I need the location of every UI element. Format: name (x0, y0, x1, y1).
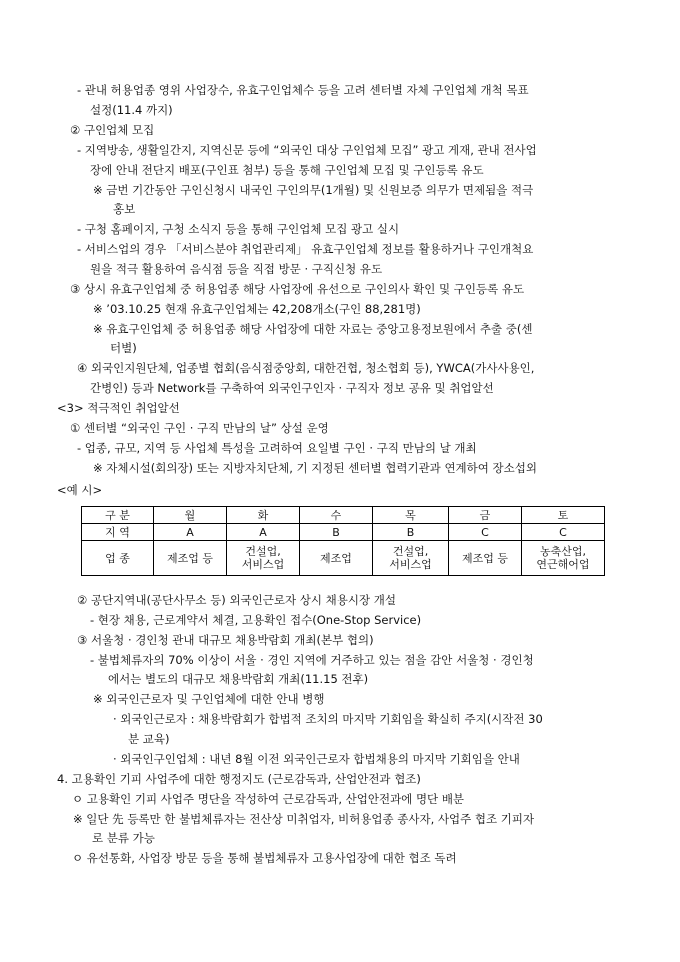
note-line: 홍보 (113, 202, 136, 216)
text-line: - 서비스업의 경우 「서비스분야 취업관리제」 유효구인업체 정보를 활용하거나 구인개척요 (77, 242, 534, 256)
note-line: ※ 자체시설(회의장) 또는 지방자치단체, 기 지정된 센터별 협력기관과 연계하여 장소섭외 (93, 461, 537, 475)
note-line: ※ 금번 기간동안 구인신청시 내국인 구인의무(1개월) 및 신원보증 의무가 면제됨을 적극 (93, 183, 534, 197)
table-cell: C (449, 524, 522, 541)
table-cell: 건설업, 서비스업 (227, 541, 300, 576)
text-line: 장에 안내 전단지 배포(구인표 첨부) 등을 통해 구인업체 모집 및 구인등록 유도 (90, 163, 484, 177)
table-cell: 농축산업, 연근해어업 (522, 541, 605, 576)
table-cell: 제조업 (300, 541, 373, 576)
table-cell: 업 종 (82, 541, 154, 576)
table-cell: 지 역 (82, 524, 154, 541)
table-header-cell: 화 (227, 507, 300, 524)
bullet-line: ㅇ 고용확인 기피 사업주 명단을 작성하여 근로감독과, 산업안전과에 명단 배분 (72, 792, 465, 806)
table-header-cell: 금 (449, 507, 522, 524)
note-line: 터별) (110, 341, 137, 355)
text-line: - 관내 허용업종 영위 사업장수, 유효구인업체수 등을 고려 센터별 자체 구인업체 개척 목표 (77, 83, 529, 97)
section-heading: ② 공단지역내(공단사무소 등) 외국인근로자 상시 채용시장 개설 (77, 593, 396, 607)
table-row (82, 541, 605, 576)
section-heading: ③ 서울청 · 경인청 관내 대규모 채용박람회 개최(본부 협의) (77, 633, 374, 647)
subsection-heading: <3> 적극적인 취업알선 (57, 401, 180, 415)
bullet-line: 분 교육) (128, 732, 170, 746)
table-cell: A (227, 524, 300, 541)
table-header-row (82, 507, 605, 524)
section-heading: ① 센터별 “외국인 구인 · 구직 만남의 날” 상설 운영 (70, 421, 329, 435)
table-cell: 제조업 등 (154, 541, 227, 576)
section-heading: ② 구인업체 모집 (70, 123, 155, 137)
section-heading: ③ 상시 유효구인업체 중 허용업종 해당 사업장에 유선으로 구인의사 확인 및 구인등록 유도 (70, 282, 525, 296)
note-line: ※ 일단 先 등록만 한 불법체류자는 전산상 미취업자, 비허용업종 종사자, 사업주 협조 기피자 (73, 812, 535, 826)
bullet-line: · 외국인구인업체 : 내년 8월 이전 외국인근로자 합법채용의 마지막 기회임을 안내 (113, 752, 520, 766)
text-line: - 지역방송, 생활일간지, 지역신문 등에 “외국인 대상 구인업체 모집” 광고 게재, 관내 전사업 (77, 143, 537, 157)
text-line: 설정(11.4 까지) (90, 103, 173, 117)
schedule-table (81, 506, 605, 576)
note-line: ※ 유효구인업체 중 허용업종 해당 사업장에 대한 자료는 중앙고용정보원에서 추출 중(센 (93, 322, 533, 336)
table-header-cell: 월 (154, 507, 227, 524)
section-heading: ④ 외국인지원단체, 업종별 협회(음식점중앙회, 대한건협, 청소협회 등), YWCA(가사사용인, (77, 361, 535, 375)
text-line: - 업종, 규모, 지역 등 사업체 특성을 고려하여 요일별 구인 · 구직 만남의 날 개최 (77, 441, 477, 455)
bullet-line: · 외국인근로자 : 채용박람회가 합법적 조치의 마지막 기회임을 확실히 주지(시작전 30 (113, 712, 543, 726)
table-cell: A (154, 524, 227, 541)
table-header-cell: 토 (522, 507, 605, 524)
note-line: 로 분류 가능 (92, 831, 155, 845)
table-cell: 제조업 등 (449, 541, 522, 576)
example-label: <예 시> (57, 483, 103, 497)
text-line: 에서는 별도의 대규모 채용박람회 개최(11.15 전후) (108, 672, 369, 686)
text-line: - 구청 홈페이지, 구청 소식지 등을 통해 구인업체 모집 광고 실시 (77, 222, 400, 236)
table-cell: 건설업, 서비스업 (373, 541, 449, 576)
table-row (82, 524, 605, 541)
text-line: 간병인) 등과 Network를 구축하여 외국인구인자 · 구직자 정보 공유 및 취업알선 (90, 381, 494, 395)
table-cell: C (522, 524, 605, 541)
text-line: - 불법체류자의 70% 이상이 서울 · 경인 지역에 거주하고 있는 점을 감안 서울청 · 경인청 (90, 653, 534, 667)
table-header-cell: 목 (373, 507, 449, 524)
table-header-cell: 구 분 (82, 507, 154, 524)
table-header-cell: 수 (300, 507, 373, 524)
note-line: ※ 외국인근로자 및 구인업체에 대한 안내 병행 (93, 692, 325, 706)
table-cell: B (300, 524, 373, 541)
note-line: ※ ’03.10.25 현재 유효구인업체는 42,208개소(구인 88,281명) (93, 302, 421, 316)
bullet-line: ㅇ 유선통화, 사업장 방문 등을 통해 불법체류자 고용사업장에 대한 협조 독려 (72, 851, 457, 865)
chapter-heading: 4. 고용확인 기피 사업주에 대한 행정지도 (근로감독과, 산업안전과 협조) (57, 772, 421, 786)
text-line: - 현장 채용, 근로계약서 체결, 고용확인 접수(One-Stop Service) (90, 613, 422, 627)
text-line: 원을 적극 활용하여 음식점 등을 직접 방문 · 구직신청 유도 (90, 262, 383, 276)
table-cell: B (373, 524, 449, 541)
